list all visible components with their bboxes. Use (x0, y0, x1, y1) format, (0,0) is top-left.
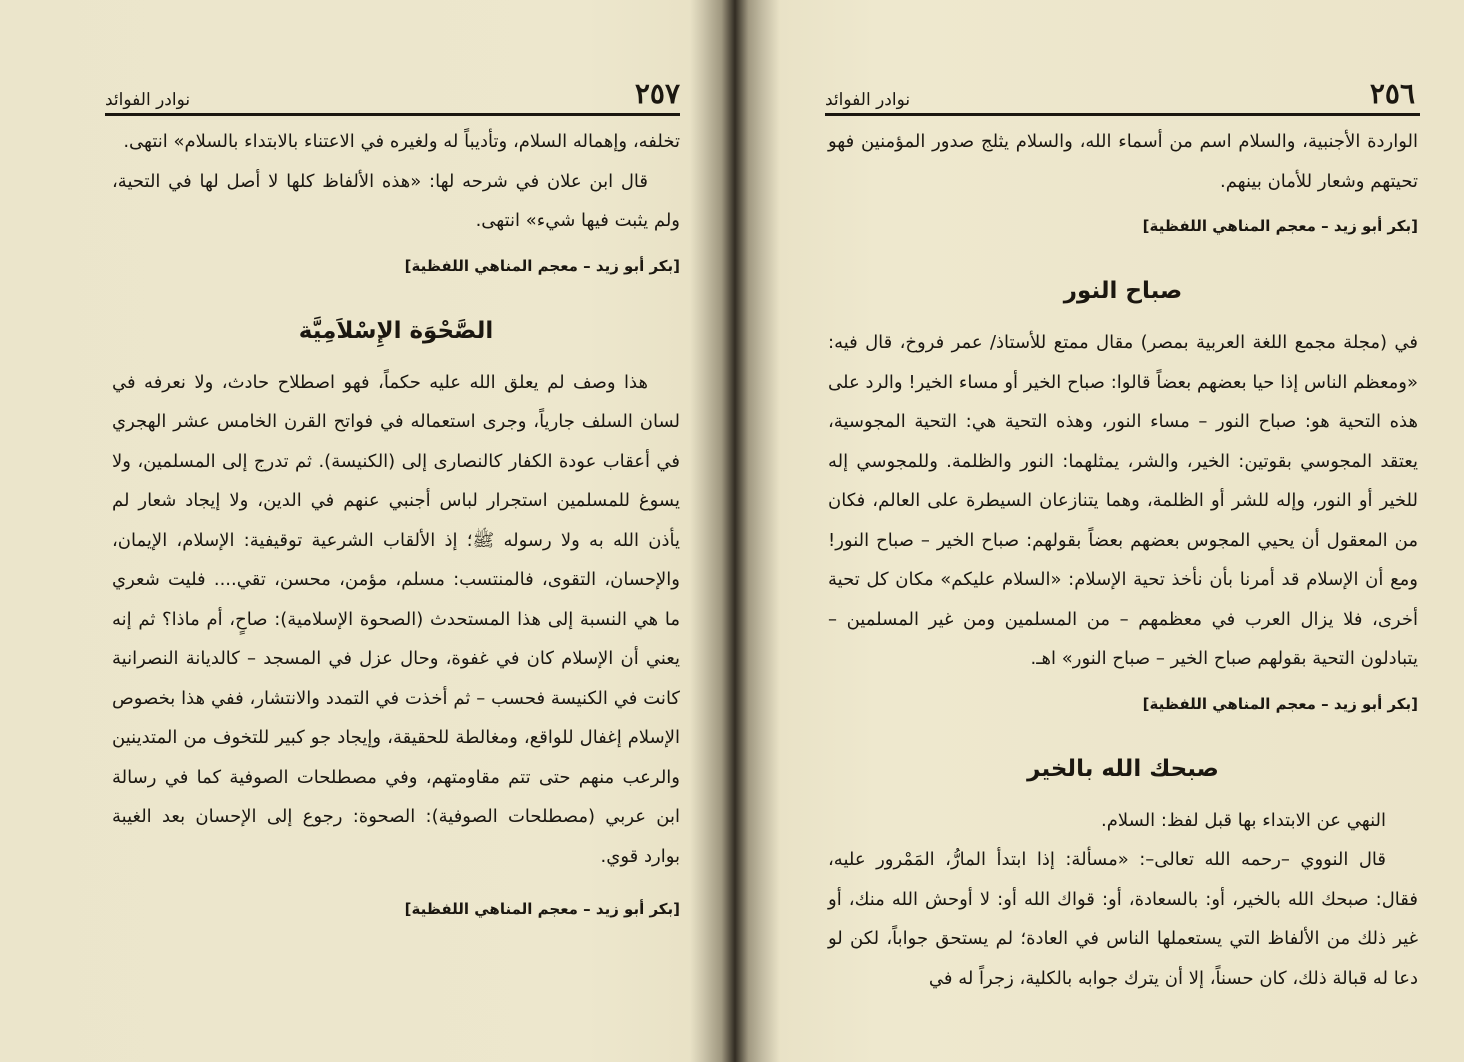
left-citation-2: [بكر أبو زيد – معجم المناهي اللفظية] (404, 900, 680, 918)
left-page-number: ٢٥٧ (634, 77, 680, 110)
right-section-1-paragraph: في (مجلة مجمع اللغة العربية بمصر) مقال ممتع للأستاذ/ عمر فروخ، قال فيه: «ومعظم الناس إذا حيا بعضهم بعضاً قالوا: صباح الخير أو مساء الخير! والرد على هذه التحية هو: صباح النور – مساء النور، وهذه التحية هي: التحية المجوسية، يعتقد المجوسي بقوتين: الخير، والشر، يمثلهما: النور والظلمة. وللمجوسي إله للخير أو النور، وإله للشر أو الظلمة، وهما يتنازعان السيطرة على العالم، فكان من المعقول أن يحيي المجوس بعضهم بعضاً بقولهم: صباح الخير – صباح النور! ومع أن الإسلام قد أمرنا بأن نأخذ تحية الإسلام: «السلام عليكم» مكان كل تحية أخرى، فلا يزال العرب في معظمهم – من المسلمين ومن غير المسلمين – يتبادلون التحية بقولهم صباح الخير – صباح النور» اهـ. (828, 332, 1418, 669)
right-citation-2: [بكر أبو زيد – معجم المناهي اللفظية] (1142, 694, 1418, 713)
right-section-2-paragraph-1: النهي عن الابتداء بها قبل لفظ: السلام. (1101, 809, 1386, 831)
right-page (740, 0, 1464, 1062)
right-header-rule (825, 113, 1420, 116)
left-paragraph-continuation: تخلفه، وإهماله السلام، وتأديباً له ولغيره في الاعتناء بالابتداء بالسلام» انتهى. (123, 131, 680, 152)
right-citation-1: [بكر أبو زيد – معجم المناهي اللفظية] (1142, 217, 1418, 235)
left-section-paragraph: هذا وصف لم يعلق الله عليه حكماً، فهو اصطلاح حادث، ولا نعرفه في لسان السلف جارياً، وجرى استعماله في فواتح القرن الخامس عشر الهجري في أعقاب عودة الكفار كالنصارى إلى (الكنيسة). ثم تدرج إلى المسلمين، ولا يسوغ للمسلمين استجرار لباس أجنبي عنهم في الدين، ولا إيجاد شعار لم يأذن الله به ولا رسوله ﷺ؛ إذ الألقاب الشرعية توقيفية: الإسلام، الإيمان، والإحسان، التقوى، فالمنتسب: مسلم، مؤمن، محسن، تقي.... فليت شعري ما هي النسبة إلى هذا المستحدث (الصحوة الإسلامية): صاحٍ، أم ماذا؟ ثم إنه يعني أن الإسلام كان في غفوة، وحال عزل في المسجد – كالديانة النصرانية كانت في الكنيسة فحسب – ثم أخذت في التمدد والانتشار، ففي هذا بخصوص الإسلام إغفال للواقع، ومغالطة للحقيقة، وإيجاد جو كبير للتخوف من المتدينين والرعب منهم حتى تتم مقاومتهم، وفي مصطلحات الصوفية كما في رسالة ابن عربي (مصطلحات الصوفية): الصحوة: رجوع إلى الإحسان بعد الغيبة بوارد قوي. (112, 371, 680, 867)
left-header-rule (105, 113, 680, 116)
left-running-title: نوادر الفوائد (105, 90, 191, 110)
right-page-body (828, 122, 1418, 998)
left-paragraph-ibn-allan: قال ابن علان في شرحه لها: «هذه الألفاظ كلها لا أصل لها في التحية، ولم يثبت فيها شيء» انتهى. (112, 170, 680, 231)
left-citation-1: [بكر أبو زيد – معجم المناهي اللفظية] (404, 256, 680, 275)
right-section-2-paragraph-2: قال النووي –رحمه الله تعالى–: «مسألة: إذا ابتدأ المارُّ، المَمْرور عليه، فقال: صبحك الله بالخير، أو: بالسعادة، أو: قواك الله أو: لا أوحش الله منك، أو غير ذلك من الألفاظ التي يستعملها الناس في العادة؛ لم يستحق جواباً، لكن لو دعا له قبالة ذلك، كان حسناً، إلا أن يترك جوابه بالكلية، زجراً له في (828, 849, 1418, 989)
right-section-2-title: صبحك الله بالخير (1027, 755, 1219, 782)
left-page-header (105, 70, 680, 110)
right-page-number: ٢٥٦ (1369, 77, 1415, 110)
left-page-body (112, 122, 680, 928)
right-page-header (825, 70, 1415, 110)
right-section-1-title: صباح النور (1063, 278, 1183, 304)
left-section-title: الصَّحْوَة الإِسْلاَمِيَّة (298, 317, 494, 344)
right-running-title: نوادر الفوائد (825, 90, 911, 110)
right-paragraph-continuation: الواردة الأجنبية، والسلام اسم من أسماء الله، والسلام يثلج صدور المؤمنين فهو تحيتهم وشعار للأمان بينهم. (828, 131, 1418, 192)
